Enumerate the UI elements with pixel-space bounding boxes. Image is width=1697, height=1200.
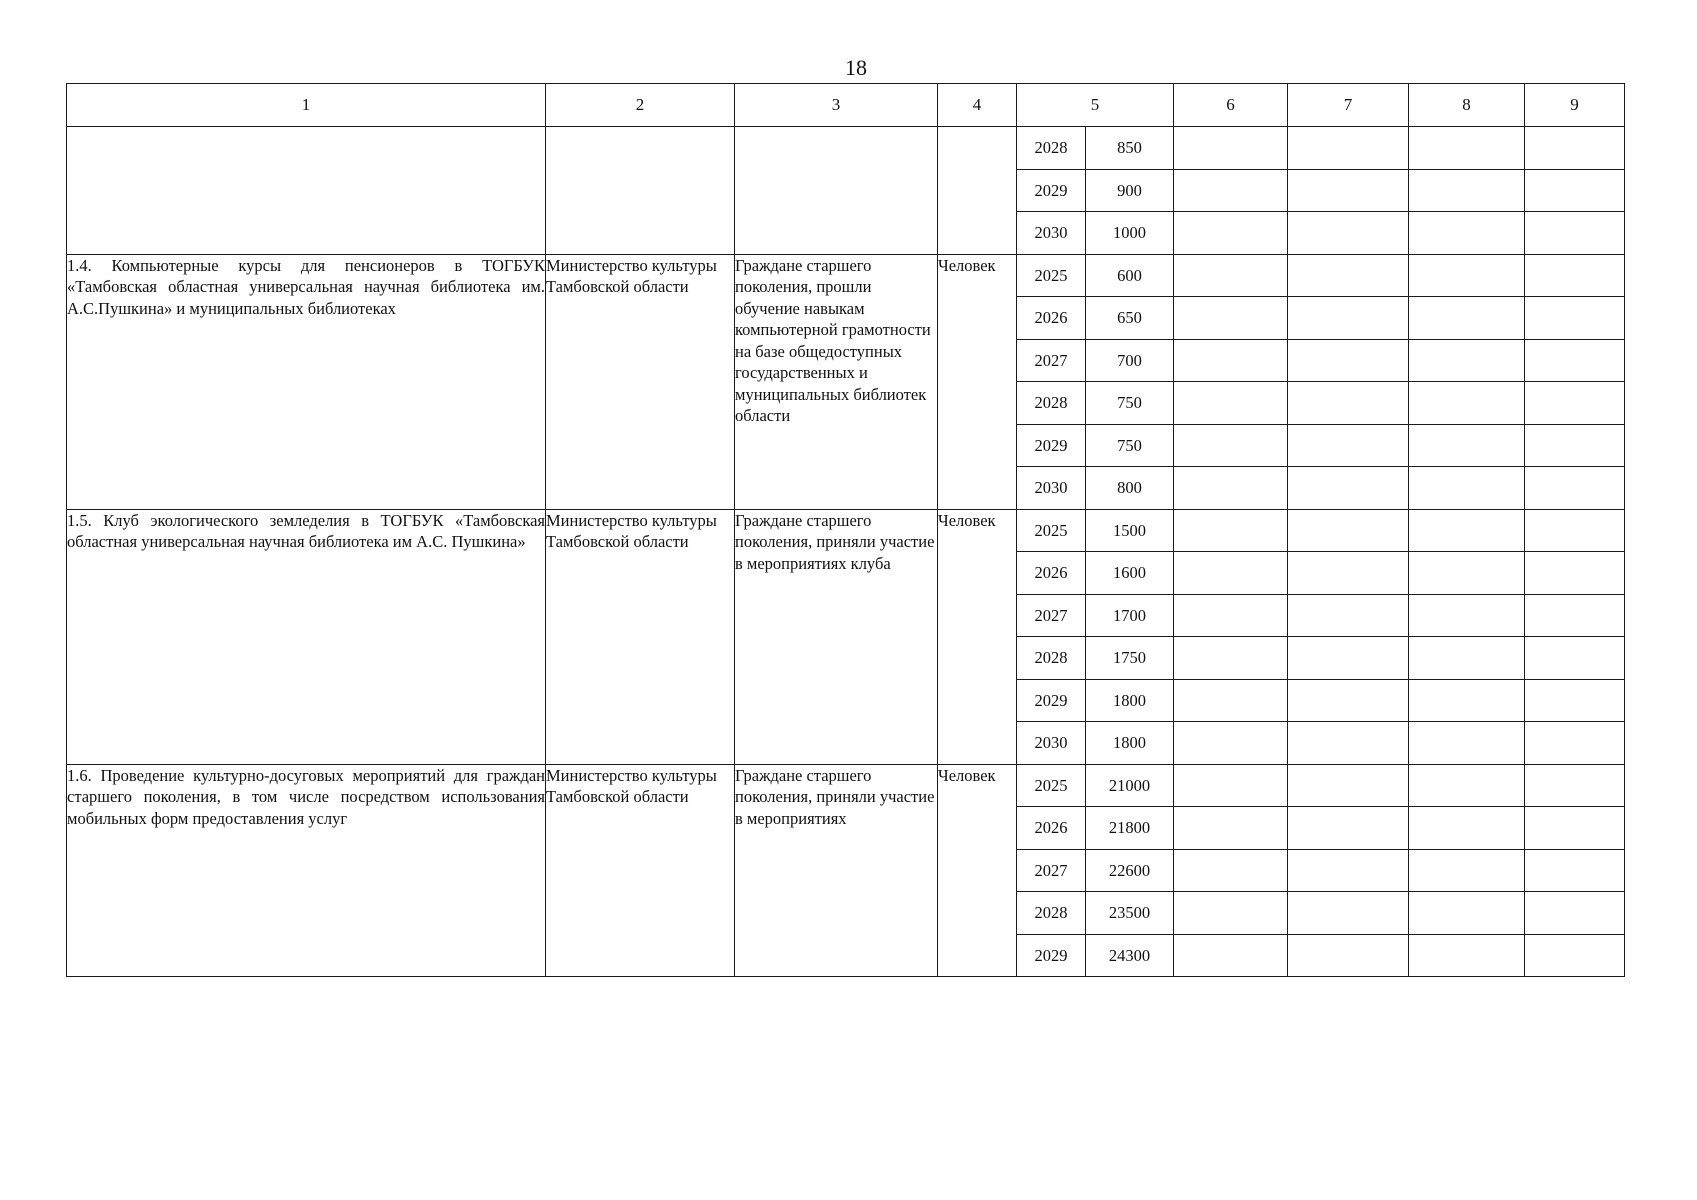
empty-cell	[1409, 722, 1525, 765]
empty-cell	[1409, 212, 1525, 255]
column-header: 6	[1174, 84, 1288, 127]
table-row	[67, 509, 1625, 552]
empty-cell	[1409, 934, 1525, 977]
value-cell: 750	[1086, 382, 1174, 425]
measure-description: 1.5. Клуб экологического земледелия в ТОГБУК «Тамбовская областная универсальная научная библиотека им А.С. Пушкина»	[67, 509, 546, 764]
empty-cell	[1409, 339, 1525, 382]
empty-cell	[1525, 594, 1625, 637]
target-indicator: Граждане старшего поколения, приняли участие в мероприятиях клуба	[735, 509, 938, 764]
empty-cell	[1409, 552, 1525, 595]
empty-cell	[1409, 127, 1525, 170]
target-indicator: Граждане старшего поколения, приняли участие в мероприятиях	[735, 764, 938, 977]
empty-cell	[1288, 424, 1409, 467]
empty-cell	[1409, 254, 1525, 297]
table-row	[67, 764, 1625, 807]
empty-cell	[1288, 552, 1409, 595]
value-cell: 1750	[1086, 637, 1174, 680]
table-header-row	[67, 84, 1625, 127]
empty-cell	[1288, 722, 1409, 765]
year-cell: 2026	[1017, 552, 1086, 595]
value-cell: 1000	[1086, 212, 1174, 255]
empty-cell	[1288, 212, 1409, 255]
empty-cell	[1174, 552, 1288, 595]
value-cell: 1800	[1086, 722, 1174, 765]
column-header: 8	[1409, 84, 1525, 127]
empty-cell	[1525, 212, 1625, 255]
empty-cell	[1409, 637, 1525, 680]
empty-cell	[1288, 254, 1409, 297]
year-cell: 2029	[1017, 679, 1086, 722]
empty-cell	[1409, 424, 1525, 467]
year-cell: 2027	[1017, 594, 1086, 637]
value-cell: 800	[1086, 467, 1174, 510]
year-cell: 2025	[1017, 254, 1086, 297]
empty-cell	[1174, 934, 1288, 977]
value-cell: 750	[1086, 424, 1174, 467]
empty-cell	[1288, 467, 1409, 510]
empty-cell	[1525, 339, 1625, 382]
value-cell: 850	[1086, 127, 1174, 170]
empty-cell	[1525, 297, 1625, 340]
empty-cell	[1174, 339, 1288, 382]
year-cell: 2030	[1017, 212, 1086, 255]
year-cell: 2028	[1017, 127, 1086, 170]
empty-cell	[1525, 382, 1625, 425]
measure-description: 1.6. Проведение культурно-досуговых мероприятий для граждан старшего поколения, в том числе посредством использования мобильных форм предоставления услуг	[67, 764, 546, 977]
table-body	[67, 127, 1625, 977]
empty-cell	[1288, 892, 1409, 935]
year-cell: 2029	[1017, 169, 1086, 212]
empty-cell	[1525, 127, 1625, 170]
empty-cell	[1174, 424, 1288, 467]
year-cell: 2029	[1017, 934, 1086, 977]
empty-cell	[1409, 679, 1525, 722]
value-cell: 600	[1086, 254, 1174, 297]
responsible-executor: Министерство культуры Тамбовской области	[546, 254, 735, 509]
empty-cell	[1525, 552, 1625, 595]
empty-cell	[1174, 127, 1288, 170]
unit-of-measure	[938, 127, 1017, 255]
value-cell: 700	[1086, 339, 1174, 382]
empty-cell	[1174, 764, 1288, 807]
empty-cell	[1174, 892, 1288, 935]
empty-cell	[1288, 807, 1409, 850]
empty-cell	[1409, 594, 1525, 637]
year-cell: 2026	[1017, 807, 1086, 850]
empty-cell	[1288, 339, 1409, 382]
empty-cell	[1525, 722, 1625, 765]
year-cell: 2030	[1017, 467, 1086, 510]
empty-cell	[1174, 254, 1288, 297]
empty-cell	[1409, 892, 1525, 935]
unit-of-measure: Человек	[938, 764, 1017, 977]
value-cell: 1700	[1086, 594, 1174, 637]
empty-cell	[1525, 764, 1625, 807]
year-cell: 2028	[1017, 382, 1086, 425]
empty-cell	[1174, 169, 1288, 212]
measure-description	[67, 127, 546, 255]
empty-cell	[1525, 169, 1625, 212]
year-cell: 2027	[1017, 849, 1086, 892]
value-cell: 900	[1086, 169, 1174, 212]
target-indicator: Граждане старшего поколения, прошли обучение навыкам компьютерной грамотности на базе общедоступных государственных и муниципальных библиотек области	[735, 254, 938, 509]
responsible-executor	[546, 127, 735, 255]
measure-description: 1.4. Компьютерные курсы для пенсионеров в ТОГБУК «Тамбовская областная универсальная научная библиотека им. А.С.Пушкина» и муниципальных библиотеках	[67, 254, 546, 509]
empty-cell	[1525, 637, 1625, 680]
column-header: 9	[1525, 84, 1625, 127]
empty-cell	[1174, 722, 1288, 765]
empty-cell	[1174, 807, 1288, 850]
empty-cell	[1174, 382, 1288, 425]
empty-cell	[1174, 679, 1288, 722]
empty-cell	[1409, 382, 1525, 425]
value-cell: 1500	[1086, 509, 1174, 552]
target-indicator	[735, 127, 938, 255]
empty-cell	[1288, 127, 1409, 170]
column-header: 5	[1017, 84, 1174, 127]
value-cell: 650	[1086, 297, 1174, 340]
year-cell: 2028	[1017, 637, 1086, 680]
indicators-table	[66, 83, 1625, 977]
empty-cell	[1174, 297, 1288, 340]
empty-cell	[1288, 509, 1409, 552]
empty-cell	[1525, 254, 1625, 297]
empty-cell	[1409, 807, 1525, 850]
unit-of-measure: Человек	[938, 254, 1017, 509]
empty-cell	[1288, 637, 1409, 680]
year-cell: 2029	[1017, 424, 1086, 467]
unit-of-measure: Человек	[938, 509, 1017, 764]
empty-cell	[1288, 594, 1409, 637]
value-cell: 24300	[1086, 934, 1174, 977]
year-cell: 2026	[1017, 297, 1086, 340]
empty-cell	[1525, 934, 1625, 977]
empty-cell	[1525, 849, 1625, 892]
empty-cell	[1409, 849, 1525, 892]
responsible-executor: Министерство культуры Тамбовской области	[546, 509, 735, 764]
value-cell: 1800	[1086, 679, 1174, 722]
value-cell: 21000	[1086, 764, 1174, 807]
year-cell: 2025	[1017, 509, 1086, 552]
empty-cell	[1525, 679, 1625, 722]
empty-cell	[1174, 849, 1288, 892]
table-row	[67, 254, 1625, 297]
empty-cell	[1525, 892, 1625, 935]
column-header: 4	[938, 84, 1017, 127]
empty-cell	[1174, 509, 1288, 552]
empty-cell	[1409, 297, 1525, 340]
value-cell: 1600	[1086, 552, 1174, 595]
year-cell: 2027	[1017, 339, 1086, 382]
empty-cell	[1525, 467, 1625, 510]
empty-cell	[1409, 509, 1525, 552]
column-header: 3	[735, 84, 938, 127]
column-header: 1	[67, 84, 546, 127]
page-number: 18	[845, 55, 867, 80]
value-cell: 23500	[1086, 892, 1174, 935]
empty-cell	[1174, 212, 1288, 255]
table-row	[67, 127, 1625, 170]
empty-cell	[1409, 467, 1525, 510]
empty-cell	[1288, 382, 1409, 425]
empty-cell	[1288, 764, 1409, 807]
year-cell: 2025	[1017, 764, 1086, 807]
year-cell: 2028	[1017, 892, 1086, 935]
empty-cell	[1525, 424, 1625, 467]
empty-cell	[1288, 169, 1409, 212]
value-cell: 21800	[1086, 807, 1174, 850]
empty-cell	[1525, 509, 1625, 552]
empty-cell	[1409, 764, 1525, 807]
empty-cell	[1288, 297, 1409, 340]
year-cell: 2030	[1017, 722, 1086, 765]
empty-cell	[1288, 679, 1409, 722]
responsible-executor: Министерство культуры Тамбовской области	[546, 764, 735, 977]
column-header: 2	[546, 84, 735, 127]
empty-cell	[1174, 637, 1288, 680]
value-cell: 22600	[1086, 849, 1174, 892]
empty-cell	[1288, 849, 1409, 892]
empty-cell	[1525, 807, 1625, 850]
empty-cell	[1174, 594, 1288, 637]
empty-cell	[1409, 169, 1525, 212]
empty-cell	[1288, 934, 1409, 977]
column-header: 7	[1288, 84, 1409, 127]
empty-cell	[1174, 467, 1288, 510]
